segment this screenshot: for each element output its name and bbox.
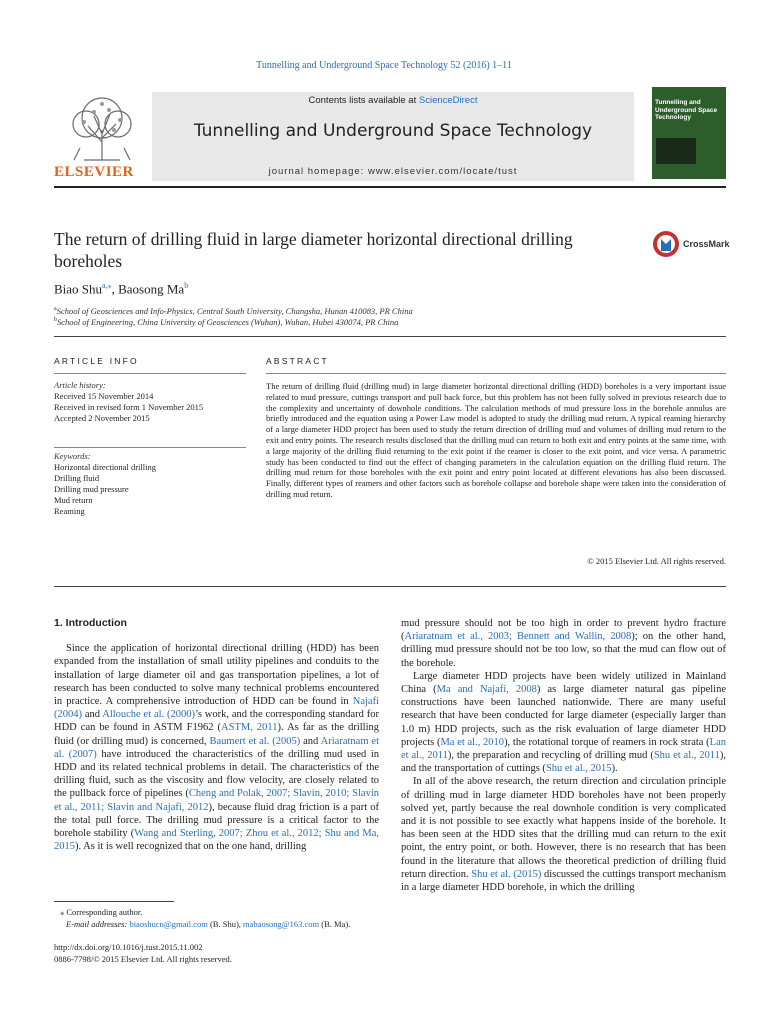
abstract-text: The return of drilling fluid (drilling mud) in large diameter horizontal directional drilling (HDD) boreholes is a very important issue related to mud pressure, cuttings transport and pull back force, but this problem has not been fully solved in previous research due to the complexity and uncertainty of downhole conditions. The calculation methods of mud pressure loss in the borehole annulus are briefly introduced and the equation using a Power Law model is adopted to study the drilling mud return. A typical reaming hierarchy of a large diameter HDD project has been used to study the return direction of drilling mud and volumes of drilling mud return to the exit and entry points. The research results disclosed that the drilling mud can return to both exit and entry points at the same time, with a large majority of the drilling fluid returning to the exit point if the reamer is closer to the exit point, and vice versa. A parametric study has been conducted to find out the effect of changing parameters in the calculation equation on the drilling fluid return. The drilling mud return for those boreholes with the exit point and entry point located at different elevations has also been discussed. Finally, different types of reamers and other factors such as borehole collapse and borehole shape were taken into the consideration of drilling mud return.: [266, 381, 726, 499]
citation-link[interactable]: Ariaratnam et al. (2007): [54, 735, 379, 760]
section-heading: 1. Introduction: [54, 617, 127, 629]
paragraph: Since the application of horizontal directional drilling (HDD) has been expanded from the installation of small utility pipelines and conduits to the installation of large diameter oil and gas transportation pipelines, a lot of research has been conducted to solve many technical problems encountered in practice. A comprehensive introduction of HDD can be found in Najafi (2004) and Allouche et al. (2000)’s work, and the corresponding standard for HDD can be found in ASTM F1962 (ASTM, 2011). As far as the drilling fluid (or drilling mud) is concerned, Baumert et al. (2005) and Ariaratnam et al. (2007) have introduced the characteristics of the drilling mud used in HDD and its related technical problems in detail. The characteristics of the drilling fluid, such as the viscosity and flow velocity, are closely related to the pullback force of pipelines (Cheng and Polak, 2007; Slavin, 2010; Slavin et al., 2011; Slavin and Najafi, 2012), because fluid drag friction is a part of the total pull force. The drilling mud pressure is a critical factor to the borehole stability (Wang and Sterling, 2007; Zhou et al., 2012; Shu and Ma, 2015). As it is well recognized that on the one hand, drilling: [54, 643, 380, 853]
paragraph: In all of the above research, the return direction and circulation principle of drilling mud in large diameter HDD boreholes have not been properly solved yet, partly because the real downhole condition is very complicated and it is not possible to see exactly what happens inside of the borehole. It has been seen at the HDD sites that the drilling mud can return to the exit point, the entry point, or both. However, there is no research that has been found in the literature that allows the theoretical prediction of drilling fluid return direction. Shu et al. (2015) discussed the cuttings transport mechanism in a large diameter HDD borehole, in which the drilling: [401, 776, 726, 894]
history-item: Accepted 2 November 2015: [54, 413, 150, 423]
author-name: Biao Shu: [54, 281, 103, 297]
citation-link[interactable]: Shu et al., 2015: [545, 763, 612, 775]
crossmark-badge[interactable]: [652, 230, 728, 258]
keyword-item: Drilling fluid: [54, 473, 100, 483]
article-info-heading: ARTICLE INFO: [54, 356, 139, 366]
corresponding-author-note: ⁎ Corresponding author.: [60, 907, 143, 917]
keywords-list: [54, 462, 156, 517]
cover-image: [656, 138, 696, 164]
body-rule: [54, 586, 726, 587]
journal-homepage: [152, 166, 634, 177]
abstract-copyright: © 2015 Elsevier Ltd. All rights reserved.: [587, 556, 726, 566]
history-item: Received in revised form 1 November 2015: [54, 402, 204, 412]
body-column-left: [54, 617, 379, 853]
email-link[interactable]: biaoshucn@gmail.com: [129, 919, 208, 929]
crossmark-label: CrossMark: [683, 239, 730, 249]
email-addresses: E-mail addresses: biaoshucn@gmail.com (B. Shu), mabaosong@163.com (B. Ma).: [66, 919, 351, 929]
citation-link[interactable]: Wang and Sterling, 2007; Zhou et al., 2012; Shu and Ma, 2015: [54, 828, 379, 853]
keyword-item: Reaming: [54, 506, 85, 516]
paragraph: Large diameter HDD projects have been widely utilized in Mainland China (Ma and Najafi, 2008) as large diameter natural gas pipeline constructions have been launched nationwide. There are many useful research that have been conducted for large diameter (especially larger than 1.0 m) HDD projects, such as the risk evaluation of large diameter HDD projects (Ma et al., 2010), the rotational torque of reamers in rock strata (Lan et al., 2011), the preparation and recycling of drilling mud (Shu et al., 2011), and the transportation of cuttings (Shu et al., 2015).: [401, 670, 727, 775]
homepage-prefix: journal homepage:: [268, 166, 368, 177]
body-column-right: [401, 617, 726, 894]
crossmark-icon: [652, 230, 680, 258]
journal-title: Tunnelling and Underground Space Technology: [193, 121, 593, 141]
citation-link[interactable]: Ma and Najafi, 2008: [436, 684, 537, 696]
cover-title: Tunnelling and Underground Space Technology: [655, 99, 718, 121]
footnote-rule: [54, 901, 174, 902]
affiliation-b: [54, 317, 398, 327]
email-label: E-mail addresses:: [66, 919, 130, 929]
paper-title: The return of drilling fluid in large diameter horizontal directional drilling boreholes: [54, 229, 573, 271]
abstract-heading: ABSTRACT: [266, 356, 329, 366]
citation-link[interactable]: Lan et al., 2011: [401, 736, 726, 762]
homepage-link[interactable]: www.elsevier.com/locate/tust: [367, 166, 518, 177]
author-name: Baosong Ma: [118, 281, 185, 297]
doi-link[interactable]: http://dx.doi.org/10.1016/j.tust.2015.11.002: [54, 942, 203, 952]
history-label: Article history:: [54, 380, 106, 390]
citation-link[interactable]: Shu et al., 2011: [653, 750, 720, 762]
keywords-label: Keywords:: [54, 451, 91, 461]
citation-link[interactable]: Ma et al., 2010: [440, 736, 505, 748]
issn-copyright: 0886-7798/© 2015 Elsevier Ltd. All rights reserved.: [54, 954, 232, 964]
section-rule: [54, 336, 726, 337]
author-affil-marker[interactable]: b: [184, 281, 189, 290]
keyword-item: Mud return: [54, 495, 93, 505]
affil-marker: b: [54, 317, 57, 324]
citation-link[interactable]: Cheng and Polak, 2007; Slavin, 2010; Slavin et al., 2011; Slavin and Najafi, 2012: [54, 788, 379, 813]
keyword-item: Horizontal directional drilling: [54, 462, 156, 472]
sciencedirect-link[interactable]: ScienceDirect: [418, 95, 478, 106]
author-affil-marker[interactable]: a,⁎: [102, 281, 112, 290]
contents-line: [152, 95, 634, 106]
affil-text: School of Engineering, China University of Geosciences (Wuhan), Wuhan, Hubei 430074, PR China: [57, 317, 399, 327]
email-link[interactable]: mabaosong@163.com: [243, 919, 320, 929]
contents-prefix: Contents lists available at: [308, 95, 419, 106]
citation-link[interactable]: Baumert et al. (2005): [209, 735, 301, 747]
article-info-rule: [54, 373, 246, 374]
paragraph: mud pressure should not be too high in order to prevent hydro fracture (Ariaratnam et al., 2003; Bennett and Wallin, 2008); on the other hand, drilling mud pressure should not be too low, so that the mud can flow out of the borehole.: [401, 618, 726, 669]
history-list: [54, 391, 203, 424]
author-list: Biao Shu$^{a,⁎}$, Baosong Ma$^b$: [54, 281, 189, 297]
citation-link[interactable]: Allouche et al. (2000): [102, 709, 195, 721]
affil-text: School of Geosciences and Info-Physics, Central South University, Changsha, Hunan 410083, PR China: [56, 306, 413, 316]
header-rule: [54, 186, 726, 188]
citation-link[interactable]: Najafi (2004): [54, 696, 379, 721]
citation-link[interactable]: Ariaratnam et al., 2003; Bennett and Wallin, 2008: [404, 631, 632, 643]
affiliation-a: [54, 306, 413, 316]
abstract-rule: [266, 373, 726, 374]
publisher-wordmark: ELSEVIER: [54, 164, 134, 180]
affil-marker: a: [54, 306, 57, 313]
history-item: Received 15 November 2014: [54, 391, 154, 401]
keyword-item: Drilling mud pressure: [54, 484, 129, 494]
citation-link[interactable]: ASTM, 2011: [221, 722, 278, 734]
citation-link[interactable]: Shu et al. (2015): [471, 868, 542, 880]
keywords-rule: [54, 447, 246, 448]
journal-reference[interactable]: Tunnelling and Underground Space Technology 52 (2016) 1–11: [256, 60, 512, 71]
